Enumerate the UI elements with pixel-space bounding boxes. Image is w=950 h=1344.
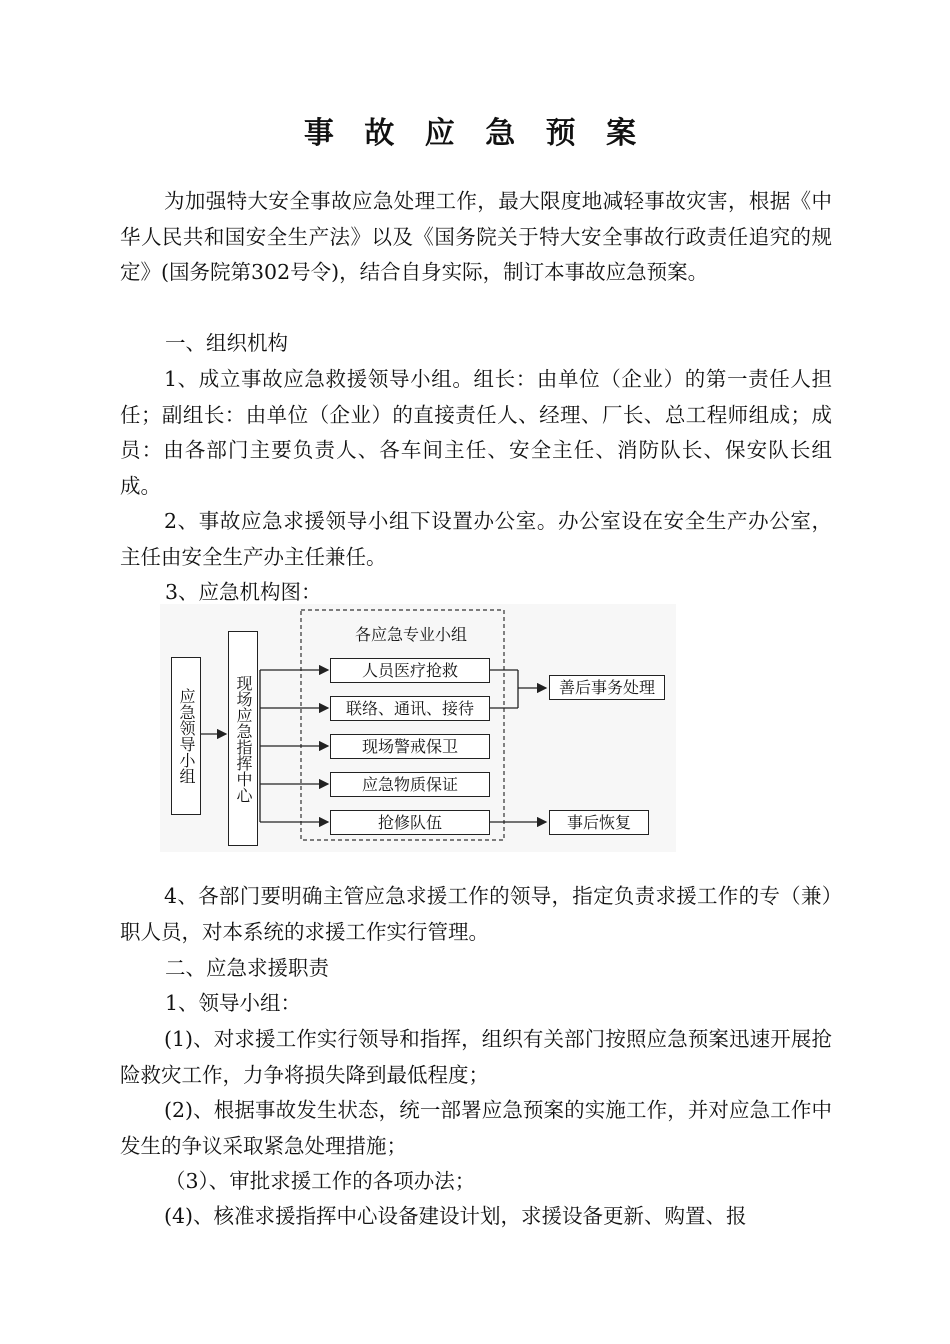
org-chart-diagram (160, 604, 676, 852)
intro-paragraph: 为加强特大安全事故应急处理工作，最大限度地减轻事故灾害，根据《中华人民共和国安全生产法》以及《国务院关于特大安全事故行政责任追究的规定》(国务院第302号令)，结合自身实际，制订本事故应急预案。 (120, 189, 832, 284)
section2-heading: 二、应急求援职责 (165, 956, 329, 980)
duty-4: (4)、核准求援指挥中心设备建设计划，求援设备更新、购置、报 (164, 1204, 747, 1228)
team-box-3: 现场警戒保卫 (330, 734, 490, 759)
leader-group-box: 应急领导小组 (171, 657, 201, 815)
duty-1: (1)、对求援工作实行领导和指挥，组织有关部门按照应急预案迅速开展抢险救灾工作，力争将损失降到最低程度； (120, 1027, 832, 1087)
command-center-box: 现场应急指挥中心 (228, 631, 258, 846)
section1-item4: 4、各部门要明确主管应急求援工作的领导，指定负责求援工作的专（兼）职人员，对本系统的求援工作实行管理。 (120, 884, 832, 944)
team-box-5: 抢修队伍 (330, 810, 490, 835)
section1-item2: 2、事故应急求援领导小组下设置办公室。办公室设在安全生产办公室，主任由安全生产办主任兼任。 (120, 509, 832, 569)
section1-item1: 1、成立事故应急救援领导小组。组长：由单位（企业）的第一责任人担任；副组长：由单位（企业）的直接责任人、经理、厂长、总工程师组成；成员：由各部门主要负责人、各车间主任、安全主任、消防队长、保安队长组成。 (120, 367, 832, 498)
team-box-4: 应急物质保证 (330, 772, 490, 797)
teams-group-title: 各应急专业小组 (354, 625, 467, 644)
team-box-1: 人员医疗抢救 (330, 658, 490, 683)
duty-2: (2)、根据事故发生状态，统一部署应急预案的实施工作，并对应急工作中发生的争议采取紧急处理措施； (120, 1098, 832, 1158)
aftermath-box: 善后事务处理 (549, 675, 665, 700)
section1-heading: 一、组织机构 (165, 331, 288, 355)
team-box-2: 联络、通讯、接待 (330, 696, 490, 721)
duty-3: （3）、审批求援工作的各项办法； (165, 1169, 476, 1193)
section2-sub1: 1、领导小组： (165, 991, 302, 1015)
page-title: 事 故 应 急 预 案 (303, 116, 647, 151)
recovery-box: 事后恢复 (549, 810, 649, 835)
section1-item3: 3、应急机构图： (165, 580, 322, 604)
